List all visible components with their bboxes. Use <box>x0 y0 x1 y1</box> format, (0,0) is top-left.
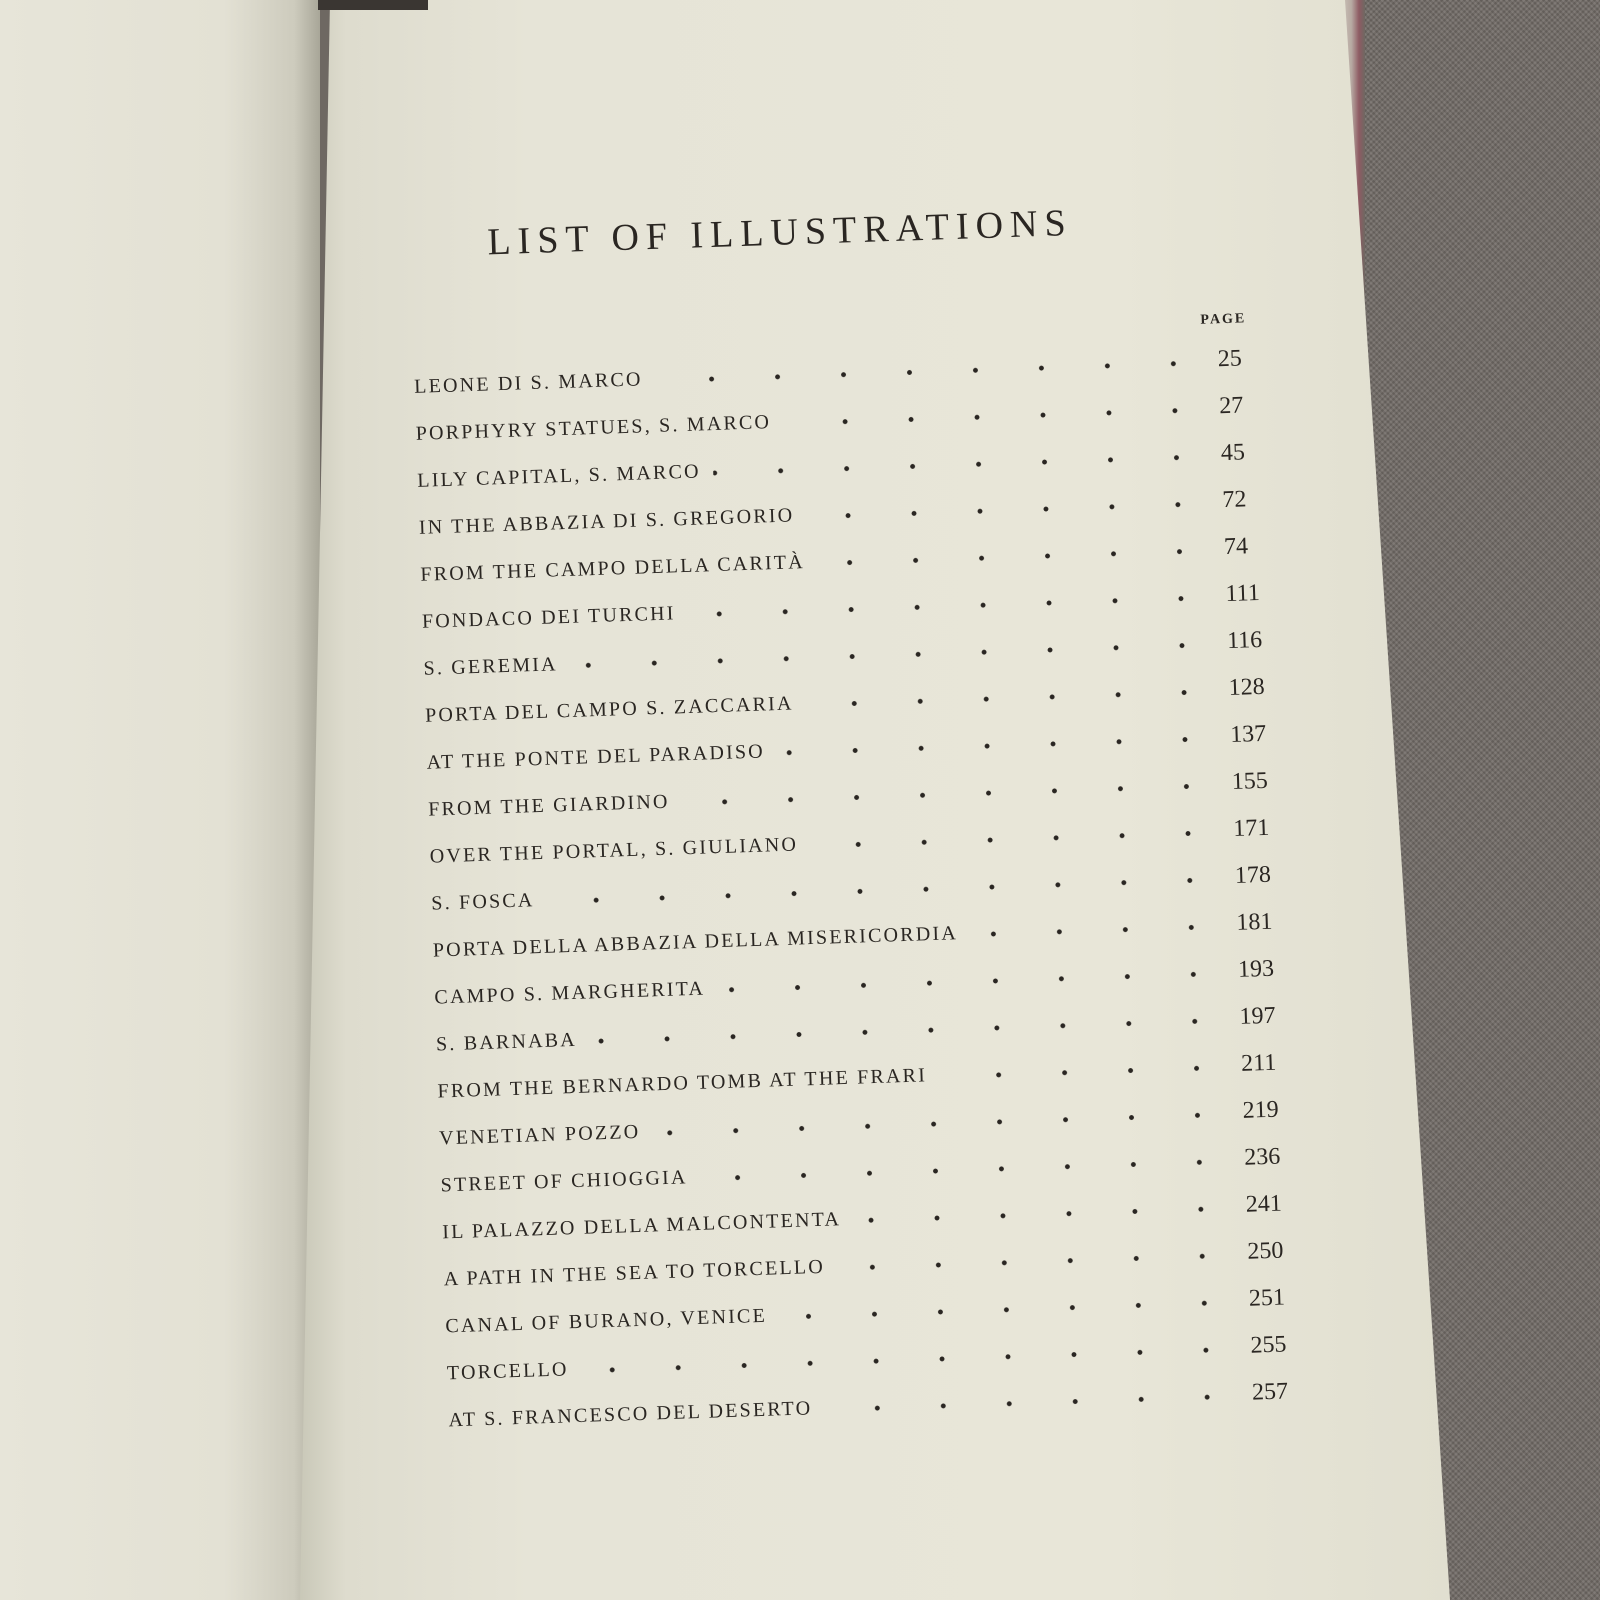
page-number: 116 <box>1226 626 1263 655</box>
page-number: 72 <box>1221 486 1247 514</box>
dot-leader <box>687 594 1213 619</box>
dot-leader <box>777 734 1219 757</box>
page-number: 45 <box>1220 439 1246 467</box>
illustration-title: CAMPO S. MARGHERITA <box>434 977 706 1009</box>
page-number: 193 <box>1237 955 1275 983</box>
illustration-title: VENETIAN POZZO <box>438 1120 641 1150</box>
spine-binding <box>318 0 428 10</box>
page-number: 137 <box>1229 720 1267 749</box>
dot-leader <box>779 1298 1237 1321</box>
illustration-title: LEONE DI S. MARCO <box>413 368 643 398</box>
dot-leader <box>682 781 1220 807</box>
illustration-title: PORTA DELLA ABBAZIA DELLA MISERICORDIA <box>432 922 959 962</box>
page-number: 251 <box>1248 1284 1286 1312</box>
page-number: 111 <box>1225 579 1261 608</box>
page-number: 197 <box>1239 1002 1276 1030</box>
page-number: 181 <box>1236 908 1273 936</box>
dot-leader <box>824 1392 1240 1414</box>
page-number: 236 <box>1243 1143 1281 1171</box>
illustration-title: PORPHYRY STATUES, S. MARCO <box>415 411 772 445</box>
dot-leader <box>717 969 1226 994</box>
dot-leader <box>806 687 1217 709</box>
illustrations-list <box>414 344 1309 1453</box>
page-number: 178 <box>1234 861 1272 889</box>
illustration-title: LILY CAPITAL, S. MARCO <box>416 460 702 492</box>
illustration-title: TORCELLO <box>446 1358 569 1385</box>
page-number: 241 <box>1245 1190 1283 1218</box>
page-number: 250 <box>1246 1237 1284 1265</box>
illustration-title: A PATH IN THE SEA TO TORCELLO <box>443 1255 826 1291</box>
illustration-title: STREET OF CHIOGGIA <box>440 1166 688 1197</box>
page-number: 74 <box>1223 533 1249 561</box>
dot-leader <box>700 1157 1233 1183</box>
dot-leader <box>806 500 1210 521</box>
illustration-title: AT S. FRANCESCO DEL DESERTO <box>448 1397 813 1432</box>
illustration-title: OVER THE PORTAL, S. GIULIANO <box>429 833 799 868</box>
illustration-title: S. BARNABA <box>435 1028 578 1056</box>
page-number: 255 <box>1250 1331 1287 1359</box>
dot-leader <box>783 406 1208 428</box>
page-title: LIST OF ILLUSTRATIONS <box>486 201 1074 264</box>
illustration-title: CANAL OF BURANO, VENICE <box>445 1304 768 1338</box>
dot-leader <box>713 453 1209 477</box>
illustration-title: FONDACO DEI TURCHI <box>421 602 676 633</box>
dot-leader <box>817 547 1212 568</box>
page-number: 219 <box>1242 1096 1280 1124</box>
dot-leader <box>837 1251 1236 1272</box>
illustration-title: PORTA DEL CAMPO S. ZACCARIA <box>424 692 794 727</box>
page-number: 257 <box>1251 1378 1289 1406</box>
page-number: 27 <box>1218 392 1244 420</box>
illustration-title: S. FOSCA <box>430 889 535 915</box>
page-column-label: PAGE <box>1200 311 1247 328</box>
page-number: 128 <box>1228 673 1266 702</box>
illustration-title: FROM THE CAMPO DELLA CARITÀ <box>420 551 806 586</box>
illustration-title: S. GEREMIA <box>423 653 559 680</box>
page-number: 171 <box>1232 814 1270 842</box>
illustration-title: FROM THE GIARDINO <box>427 790 670 821</box>
page-number: 155 <box>1231 767 1269 796</box>
illustration-title: IN THE ABBAZIA DI S. GREGORIO <box>418 504 795 539</box>
illustration-title: AT THE PONTE DEL PARADISO <box>426 740 766 774</box>
dot-leader <box>810 828 1222 850</box>
page-number: 211 <box>1240 1049 1277 1077</box>
illustrations-list-page <box>378 168 1379 1459</box>
page-number: 25 <box>1217 345 1243 373</box>
illustration-title: FROM THE BERNARDO TOMB AT THE FRARI <box>437 1064 928 1103</box>
dot-leader <box>652 1110 1231 1137</box>
dot-leader <box>655 359 1206 385</box>
illustration-title: IL PALAZZO DELLA MALCONTENTA <box>441 1208 842 1244</box>
dot-leader <box>970 922 1225 938</box>
dot-leader <box>853 1204 1234 1225</box>
left-page <box>0 0 320 1600</box>
dot-leader <box>939 1063 1229 1081</box>
